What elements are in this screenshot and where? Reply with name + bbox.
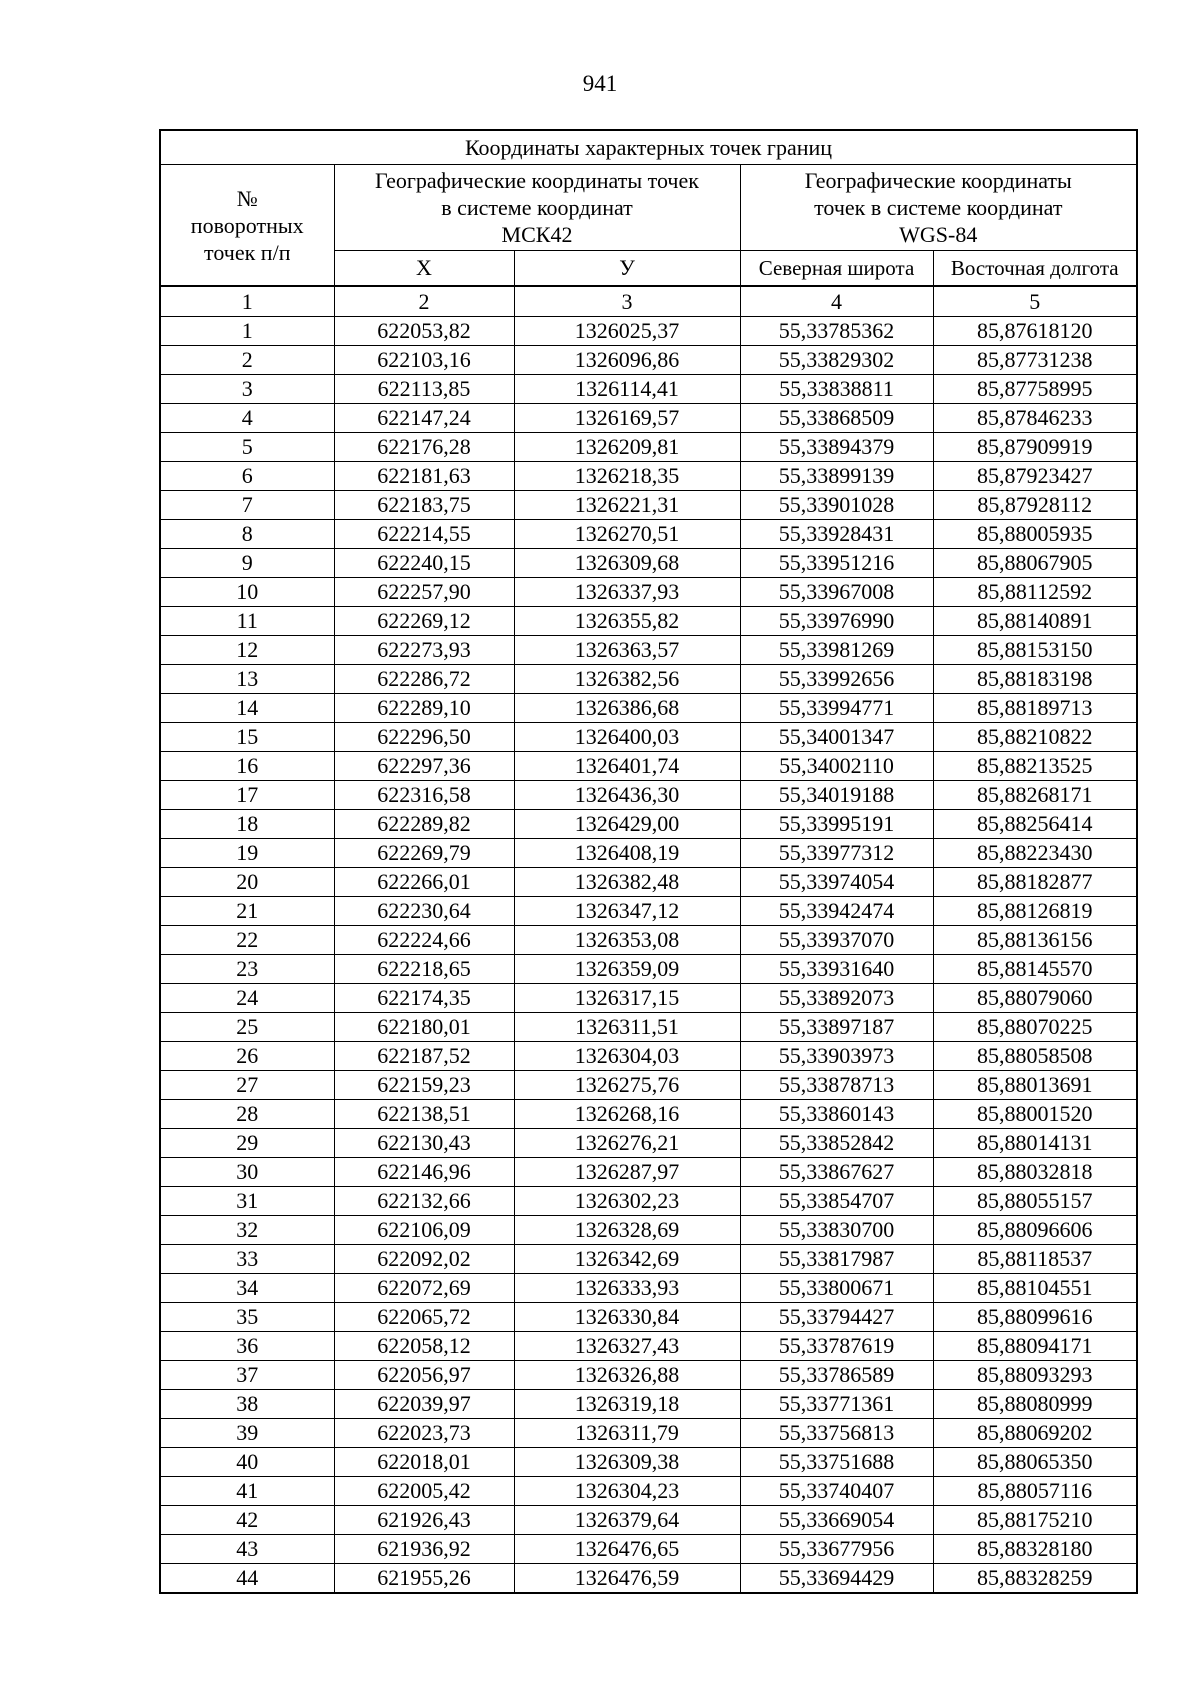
x-cell: 622018,01: [334, 1448, 514, 1477]
x-cell: 622058,12: [334, 1332, 514, 1361]
longitude-cell: 85,88014131: [933, 1129, 1137, 1158]
latitude-cell: 55,33669054: [740, 1506, 933, 1535]
longitude-cell: 85,87618120: [933, 317, 1137, 346]
y-cell: 1326429,00: [514, 810, 740, 839]
point-number-cell: 5: [160, 433, 334, 462]
x-cell: 622230,64: [334, 897, 514, 926]
point-number-cell: 1: [160, 317, 334, 346]
table-body: [160, 317, 1137, 1594]
longitude-cell: 85,88328180: [933, 1535, 1137, 1564]
table-row: [160, 375, 1137, 404]
point-number-cell: 2: [160, 346, 334, 375]
table-row: [160, 723, 1137, 752]
longitude-cell: 85,88136156: [933, 926, 1137, 955]
y-cell: 1326268,16: [514, 1100, 740, 1129]
point-number-cell: 42: [160, 1506, 334, 1535]
latitude-cell: 55,33868509: [740, 404, 933, 433]
table-row: [160, 1535, 1137, 1564]
x-cell: 622218,65: [334, 955, 514, 984]
x-cell: 622174,35: [334, 984, 514, 1013]
y-cell: 1326309,68: [514, 549, 740, 578]
point-number-cell: 27: [160, 1071, 334, 1100]
latitude-cell: 55,33878713: [740, 1071, 933, 1100]
table-row: [160, 1564, 1137, 1594]
table-row: [160, 636, 1137, 665]
longitude-cell: 85,88094171: [933, 1332, 1137, 1361]
latitude-cell: 55,33942474: [740, 897, 933, 926]
longitude-cell: 85,88067905: [933, 549, 1137, 578]
point-number-cell: 33: [160, 1245, 334, 1274]
longitude-cell: 85,88057116: [933, 1477, 1137, 1506]
point-number-cell: 37: [160, 1361, 334, 1390]
point-number-cell: 8: [160, 520, 334, 549]
x-cell: 622072,69: [334, 1274, 514, 1303]
x-cell: 622159,23: [334, 1071, 514, 1100]
y-cell: 1326347,12: [514, 897, 740, 926]
x-cell: 622183,75: [334, 491, 514, 520]
point-number-cell: 22: [160, 926, 334, 955]
longitude-cell: 85,88079060: [933, 984, 1137, 1013]
longitude-cell: 85,88118537: [933, 1245, 1137, 1274]
x-cell: 622269,79: [334, 839, 514, 868]
x-cell: 622132,66: [334, 1187, 514, 1216]
point-number-cell: 35: [160, 1303, 334, 1332]
x-cell: 622023,73: [334, 1419, 514, 1448]
x-cell: 622240,15: [334, 549, 514, 578]
latitude-cell: 55,33974054: [740, 868, 933, 897]
point-number-cell: 31: [160, 1187, 334, 1216]
table-row: [160, 1361, 1137, 1390]
table-row: [160, 810, 1137, 839]
latitude-cell: 55,33903973: [740, 1042, 933, 1071]
y-cell: 1326311,51: [514, 1013, 740, 1042]
point-number-cell: 40: [160, 1448, 334, 1477]
x-cell: 622106,09: [334, 1216, 514, 1245]
table-row: [160, 897, 1137, 926]
column-number: 2: [334, 286, 514, 317]
x-cell: 622180,01: [334, 1013, 514, 1042]
y-cell: 1326353,08: [514, 926, 740, 955]
latitude-cell: 55,34002110: [740, 752, 933, 781]
latitude-cell: 55,33694429: [740, 1564, 933, 1594]
point-number-cell: 10: [160, 578, 334, 607]
y-cell: 1326096,86: [514, 346, 740, 375]
point-number-cell: 34: [160, 1274, 334, 1303]
latitude-cell: 55,33981269: [740, 636, 933, 665]
table-row: [160, 868, 1137, 897]
latitude-cell: 55,33937070: [740, 926, 933, 955]
point-number-header: № поворотных точек п/п: [160, 165, 334, 287]
latitude-cell: 55,33838811: [740, 375, 933, 404]
table-row: [160, 346, 1137, 375]
point-number-cell: 39: [160, 1419, 334, 1448]
y-cell: 1326304,23: [514, 1477, 740, 1506]
longitude-cell: 85,88112592: [933, 578, 1137, 607]
x-cell: 622289,82: [334, 810, 514, 839]
longitude-cell: 85,88126819: [933, 897, 1137, 926]
point-number-cell: 26: [160, 1042, 334, 1071]
x-cell: 621955,26: [334, 1564, 514, 1594]
table-row: [160, 1042, 1137, 1071]
latitude-cell: 55,33787619: [740, 1332, 933, 1361]
longitude-cell: 85,88093293: [933, 1361, 1137, 1390]
latitude-cell: 55,33794427: [740, 1303, 933, 1332]
x-cell: 622297,36: [334, 752, 514, 781]
x-cell: 622266,01: [334, 868, 514, 897]
latitude-cell: 55,33931640: [740, 955, 933, 984]
x-cell: 622214,55: [334, 520, 514, 549]
table-row: [160, 1013, 1137, 1042]
y-cell: 1326169,57: [514, 404, 740, 433]
x-cell: 621936,92: [334, 1535, 514, 1564]
longitude-cell: 85,88013691: [933, 1071, 1137, 1100]
longitude-cell: 85,88080999: [933, 1390, 1137, 1419]
latitude-cell: 55,33785362: [740, 317, 933, 346]
table-row: [160, 549, 1137, 578]
latitude-cell: 55,33994771: [740, 694, 933, 723]
x-cell: 622130,43: [334, 1129, 514, 1158]
table-row: [160, 984, 1137, 1013]
longitude-cell: 85,88070225: [933, 1013, 1137, 1042]
x-cell: 622273,93: [334, 636, 514, 665]
column-number: 1: [160, 286, 334, 317]
y-cell: 1326287,97: [514, 1158, 740, 1187]
longitude-column-header: Восточная долгота: [933, 251, 1137, 287]
longitude-cell: 85,88099616: [933, 1303, 1137, 1332]
table-row: [160, 317, 1137, 346]
point-number-cell: 11: [160, 607, 334, 636]
latitude-cell: 55,33829302: [740, 346, 933, 375]
latitude-cell: 55,33976990: [740, 607, 933, 636]
table-row: [160, 607, 1137, 636]
longitude-cell: 85,87928112: [933, 491, 1137, 520]
x-cell: 622065,72: [334, 1303, 514, 1332]
longitude-cell: 85,88189713: [933, 694, 1137, 723]
latitude-cell: 55,34001347: [740, 723, 933, 752]
x-cell: 622005,42: [334, 1477, 514, 1506]
x-cell: 622138,51: [334, 1100, 514, 1129]
table-row: [160, 1506, 1137, 1535]
latitude-cell: 55,33995191: [740, 810, 933, 839]
table-row: [160, 665, 1137, 694]
y-cell: 1326436,30: [514, 781, 740, 810]
y-cell: 1326476,59: [514, 1564, 740, 1594]
x-cell: 622147,24: [334, 404, 514, 433]
longitude-cell: 85,87923427: [933, 462, 1137, 491]
x-cell: 622113,85: [334, 375, 514, 404]
latitude-cell: 55,33901028: [740, 491, 933, 520]
latitude-cell: 55,33967008: [740, 578, 933, 607]
latitude-cell: 55,33951216: [740, 549, 933, 578]
longitude-cell: 85,88065350: [933, 1448, 1137, 1477]
y-cell: 1326400,03: [514, 723, 740, 752]
x-cell: 622316,58: [334, 781, 514, 810]
y-cell: 1326401,74: [514, 752, 740, 781]
point-number-cell: 38: [160, 1390, 334, 1419]
table-row: [160, 781, 1137, 810]
latitude-cell: 55,33854707: [740, 1187, 933, 1216]
longitude-cell: 85,87758995: [933, 375, 1137, 404]
x-cell: 622103,16: [334, 346, 514, 375]
latitude-cell: 55,33852842: [740, 1129, 933, 1158]
point-number-cell: 19: [160, 839, 334, 868]
longitude-cell: 85,88182877: [933, 868, 1137, 897]
table-row: [160, 1245, 1137, 1274]
latitude-cell: 55,33751688: [740, 1448, 933, 1477]
y-cell: 1326382,56: [514, 665, 740, 694]
longitude-cell: 85,87731238: [933, 346, 1137, 375]
point-number-cell: 18: [160, 810, 334, 839]
longitude-cell: 85,88055157: [933, 1187, 1137, 1216]
x-cell: 622286,72: [334, 665, 514, 694]
longitude-cell: 85,88032818: [933, 1158, 1137, 1187]
latitude-cell: 55,33817987: [740, 1245, 933, 1274]
x-column-header: X: [334, 251, 514, 287]
table-row: [160, 578, 1137, 607]
y-cell: 1326379,64: [514, 1506, 740, 1535]
latitude-cell: 55,33899139: [740, 462, 933, 491]
longitude-cell: 85,88069202: [933, 1419, 1137, 1448]
longitude-cell: 85,88005935: [933, 520, 1137, 549]
point-number-cell: 36: [160, 1332, 334, 1361]
table-row: [160, 520, 1137, 549]
x-cell: 622146,96: [334, 1158, 514, 1187]
table-row: [160, 491, 1137, 520]
x-cell: 622187,52: [334, 1042, 514, 1071]
y-cell: 1326025,37: [514, 317, 740, 346]
point-number-cell: 44: [160, 1564, 334, 1594]
latitude-cell: 55,33992656: [740, 665, 933, 694]
y-cell: 1326359,09: [514, 955, 740, 984]
table-row: [160, 1274, 1137, 1303]
y-cell: 1326311,79: [514, 1419, 740, 1448]
point-number-cell: 4: [160, 404, 334, 433]
longitude-cell: 85,87846233: [933, 404, 1137, 433]
longitude-cell: 85,88256414: [933, 810, 1137, 839]
x-cell: 621926,43: [334, 1506, 514, 1535]
latitude-cell: 55,33800671: [740, 1274, 933, 1303]
table-header: [160, 130, 1137, 317]
longitude-cell: 85,88001520: [933, 1100, 1137, 1129]
point-number-cell: 28: [160, 1100, 334, 1129]
table-row: [160, 433, 1137, 462]
point-number-cell: 20: [160, 868, 334, 897]
x-cell: 622056,97: [334, 1361, 514, 1390]
point-number-cell: 16: [160, 752, 334, 781]
point-number-cell: 17: [160, 781, 334, 810]
longitude-cell: 85,88096606: [933, 1216, 1137, 1245]
column-number: 5: [933, 286, 1137, 317]
point-number-cell: 6: [160, 462, 334, 491]
longitude-cell: 85,88104551: [933, 1274, 1137, 1303]
longitude-cell: 85,88210822: [933, 723, 1137, 752]
table-row: [160, 1100, 1137, 1129]
table-row: [160, 404, 1137, 433]
table-row: [160, 839, 1137, 868]
coordinates-table: [159, 129, 1138, 1594]
y-cell: 1326333,93: [514, 1274, 740, 1303]
y-cell: 1326304,03: [514, 1042, 740, 1071]
point-number-cell: 23: [160, 955, 334, 984]
table-row: [160, 462, 1137, 491]
x-cell: 622181,63: [334, 462, 514, 491]
latitude-cell: 55,33830700: [740, 1216, 933, 1245]
y-column-header: У: [514, 251, 740, 287]
table-row: [160, 1303, 1137, 1332]
table-row: [160, 1187, 1137, 1216]
point-number-cell: 21: [160, 897, 334, 926]
y-cell: 1326342,69: [514, 1245, 740, 1274]
latitude-cell: 55,33677956: [740, 1535, 933, 1564]
point-number-cell: 41: [160, 1477, 334, 1506]
y-cell: 1326319,18: [514, 1390, 740, 1419]
y-cell: 1326355,82: [514, 607, 740, 636]
point-number-cell: 30: [160, 1158, 334, 1187]
y-cell: 1326337,93: [514, 578, 740, 607]
point-number-cell: 43: [160, 1535, 334, 1564]
latitude-cell: 55,33771361: [740, 1390, 933, 1419]
latitude-cell: 55,33786589: [740, 1361, 933, 1390]
y-cell: 1326382,48: [514, 868, 740, 897]
point-number-cell: 15: [160, 723, 334, 752]
table-row: [160, 1477, 1137, 1506]
y-cell: 1326276,21: [514, 1129, 740, 1158]
y-cell: 1326327,43: [514, 1332, 740, 1361]
latitude-cell: 55,34019188: [740, 781, 933, 810]
y-cell: 1326326,88: [514, 1361, 740, 1390]
y-cell: 1326408,19: [514, 839, 740, 868]
latitude-cell: 55,33740407: [740, 1477, 933, 1506]
table-row: [160, 1332, 1137, 1361]
x-cell: 622289,10: [334, 694, 514, 723]
wgs84-group-header: Географические координаты точек в системе координат WGS-84: [740, 165, 1137, 251]
longitude-cell: 85,88058508: [933, 1042, 1137, 1071]
longitude-cell: 85,88145570: [933, 955, 1137, 984]
longitude-cell: 85,88268171: [933, 781, 1137, 810]
table-row: [160, 955, 1137, 984]
y-cell: 1326363,57: [514, 636, 740, 665]
table-row: [160, 1158, 1137, 1187]
longitude-cell: 85,88183198: [933, 665, 1137, 694]
table-row: [160, 694, 1137, 723]
x-cell: 622296,50: [334, 723, 514, 752]
x-cell: 622269,12: [334, 607, 514, 636]
latitude-column-header: Северная широта: [740, 251, 933, 287]
column-number: 3: [514, 286, 740, 317]
y-cell: 1326218,35: [514, 462, 740, 491]
y-cell: 1326386,68: [514, 694, 740, 723]
point-number-cell: 29: [160, 1129, 334, 1158]
y-cell: 1326476,65: [514, 1535, 740, 1564]
table-row: [160, 1071, 1137, 1100]
point-number-cell: 12: [160, 636, 334, 665]
latitude-cell: 55,33928431: [740, 520, 933, 549]
point-number-cell: 7: [160, 491, 334, 520]
x-cell: 622224,66: [334, 926, 514, 955]
table-row: [160, 1419, 1137, 1448]
latitude-cell: 55,33867627: [740, 1158, 933, 1187]
x-cell: 622092,02: [334, 1245, 514, 1274]
longitude-cell: 85,87909919: [933, 433, 1137, 462]
y-cell: 1326302,23: [514, 1187, 740, 1216]
x-cell: 622039,97: [334, 1390, 514, 1419]
longitude-cell: 85,88153150: [933, 636, 1137, 665]
table-row: [160, 1448, 1137, 1477]
table-caption: Координаты характерных точек границ: [160, 130, 1137, 165]
point-number-cell: 14: [160, 694, 334, 723]
latitude-cell: 55,33977312: [740, 839, 933, 868]
latitude-cell: 55,33897187: [740, 1013, 933, 1042]
longitude-cell: 85,88140891: [933, 607, 1137, 636]
y-cell: 1326114,41: [514, 375, 740, 404]
y-cell: 1326270,51: [514, 520, 740, 549]
y-cell: 1326317,15: [514, 984, 740, 1013]
longitude-cell: 85,88328259: [933, 1564, 1137, 1594]
longitude-cell: 85,88223430: [933, 839, 1137, 868]
y-cell: 1326221,31: [514, 491, 740, 520]
x-cell: 622257,90: [334, 578, 514, 607]
msk42-group-header: Географические координаты точек в системе координат МСК42: [334, 165, 740, 251]
latitude-cell: 55,33860143: [740, 1100, 933, 1129]
longitude-cell: 85,88175210: [933, 1506, 1137, 1535]
page-number: 941: [582, 71, 618, 96]
point-number-cell: 13: [160, 665, 334, 694]
column-numbers-row: [160, 286, 1137, 317]
point-number-cell: 25: [160, 1013, 334, 1042]
x-cell: 622176,28: [334, 433, 514, 462]
point-number-cell: 32: [160, 1216, 334, 1245]
y-cell: 1326275,76: [514, 1071, 740, 1100]
table-row: [160, 752, 1137, 781]
table-row: [160, 1390, 1137, 1419]
table-row: [160, 926, 1137, 955]
point-number-cell: 24: [160, 984, 334, 1013]
latitude-cell: 55,33756813: [740, 1419, 933, 1448]
y-cell: 1326328,69: [514, 1216, 740, 1245]
y-cell: 1326209,81: [514, 433, 740, 462]
table-row: [160, 1216, 1137, 1245]
y-cell: 1326309,38: [514, 1448, 740, 1477]
latitude-cell: 55,33894379: [740, 433, 933, 462]
x-cell: 622053,82: [334, 317, 514, 346]
longitude-cell: 85,88213525: [933, 752, 1137, 781]
table-row: [160, 1129, 1137, 1158]
y-cell: 1326330,84: [514, 1303, 740, 1332]
latitude-cell: 55,33892073: [740, 984, 933, 1013]
point-number-cell: 3: [160, 375, 334, 404]
column-number: 4: [740, 286, 933, 317]
point-number-cell: 9: [160, 549, 334, 578]
